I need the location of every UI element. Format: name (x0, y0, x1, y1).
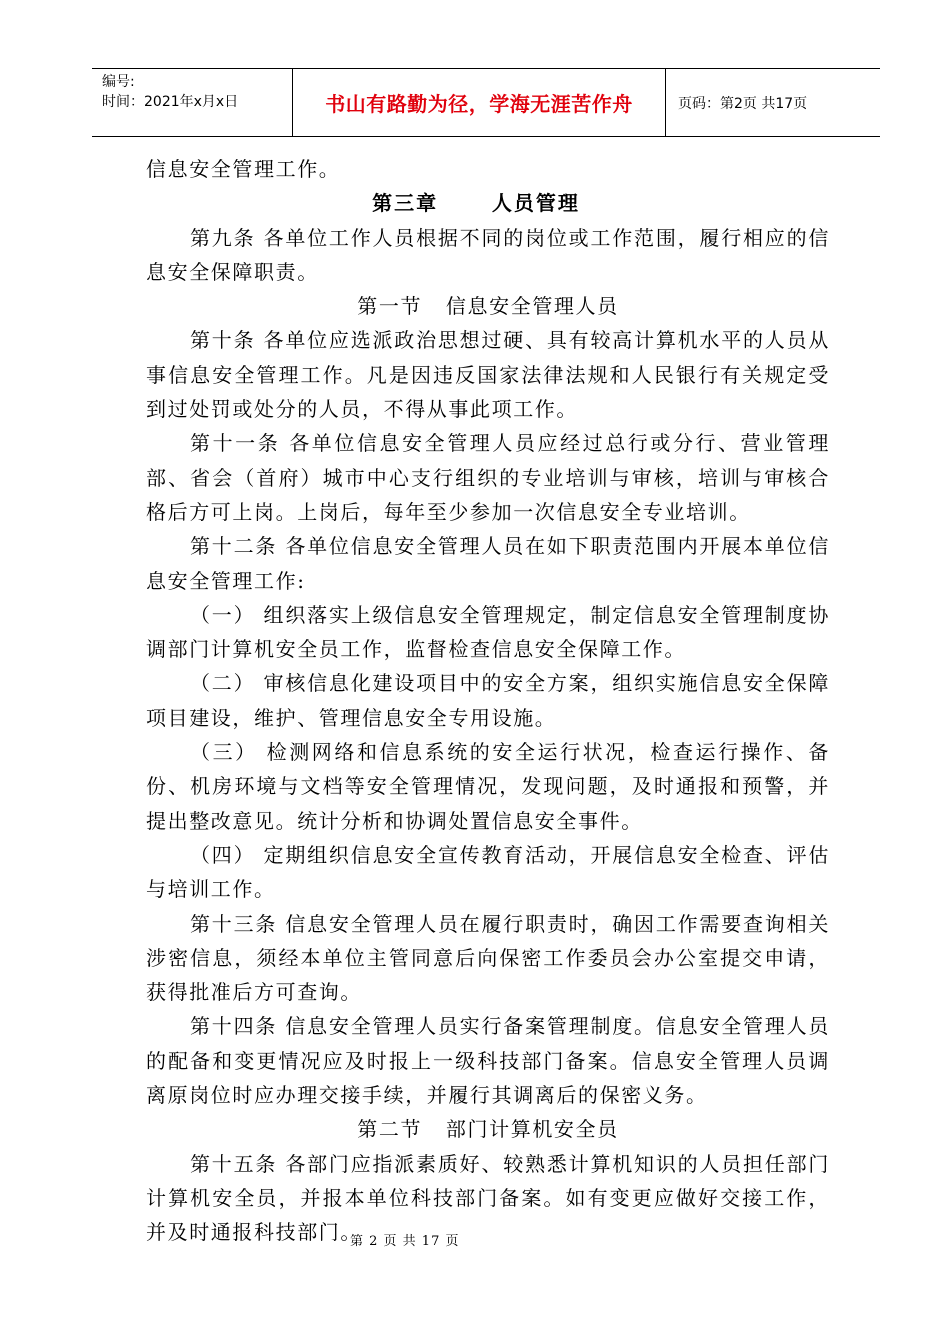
duty-item-2: （二） 审核信息化建设项目中的安全方案，组织实施信息安全保障项目建设，维护、管理信息安全专用设施。 (146, 671, 830, 730)
time-label: 时间：2021年x月x日 (102, 94, 239, 110)
duty-item-1: （一） 组织落实上级信息安全管理规定，制定信息安全管理制度协调部门计算机安全员工作，监督检查信息安全保障工作。 (146, 602, 830, 662)
article-9: 第九条 各单位工作人员根据不同的岗位或工作范围，履行相应的信息安全保障职责。 (146, 225, 830, 284)
duty-item-3: （三） 检测网络和信息系统的安全运行状况，检查运行操作、备份、机房环境与文档等安全管理情况，发现问题，及时通报和预警，并提出整改意见。统计分析和协调处置信息安全事件。 (146, 740, 830, 833)
article-12: 第十二条 各单位信息安全管理人员在如下职责范围内开展本单位信息安全管理工作: (146, 534, 830, 593)
duty-item-4: （四） 定期组织信息安全宣传教育活动，开展信息安全检查、评估与培训工作。 (146, 842, 830, 902)
article-10: 第十条 各单位应选派政治思想过硬、具有较高计算机水平的人员从事信息安全管理工作。凡是因违反国家法律法规和人民银行有关规定受到过处罚或处分的人员，不得从事此项工作。 (146, 328, 830, 422)
header-meta (92, 69, 293, 136)
section-2-title: 第二节 部门计算机安全员 (357, 1117, 619, 1142)
header-page-info: 页码：第2页 共17页 (678, 95, 808, 112)
article-11: 第十一条 各单位信息安全管理人员应经过总行或分行、营业管理部、省会（首府）城市中心支行组织的专业培训与审核，培训与审核合格后方可上岗。上岗后，每年至少参加一次信息安全专业培训。 (146, 431, 830, 524)
article-13: 第十三条 信息安全管理人员在履行职责时，确因工作需要查询相关涉密信息，须经本单位主管同意后向保密工作委员会办公室提交申请，获得批准后方可查询。 (146, 911, 830, 1005)
page-header (92, 68, 880, 137)
chapter-title: 第三章 人员管理 (372, 191, 580, 216)
page-footer: 第 2 页 共 17 页 (350, 1234, 460, 1249)
article-15: 第十五条 各部门应指派素质好、较熟悉计算机知识的人员担任部门计算机安全员，并报本单位科技部门备案。如有变更应做好交接工作，并及时通报科技部门。 (146, 1151, 830, 1245)
header-motto: 书山有路勤为径，学海无涯苦作舟 (293, 69, 666, 136)
document-body (146, 152, 830, 1250)
section-1-title: 第一节 信息安全管理人员 (357, 294, 619, 319)
serial-label: 编号: (102, 74, 135, 90)
continued-paragraph: 信息安全管理工作。 (146, 157, 341, 181)
article-14: 第十四条 信息安全管理人员实行备案管理制度。信息安全管理人员的配备和变更情况应及时报上一级科技部门备案。信息安全管理人员调离原岗位时应办理交接手续，并履行其调离后的保密义务。 (146, 1014, 830, 1108)
